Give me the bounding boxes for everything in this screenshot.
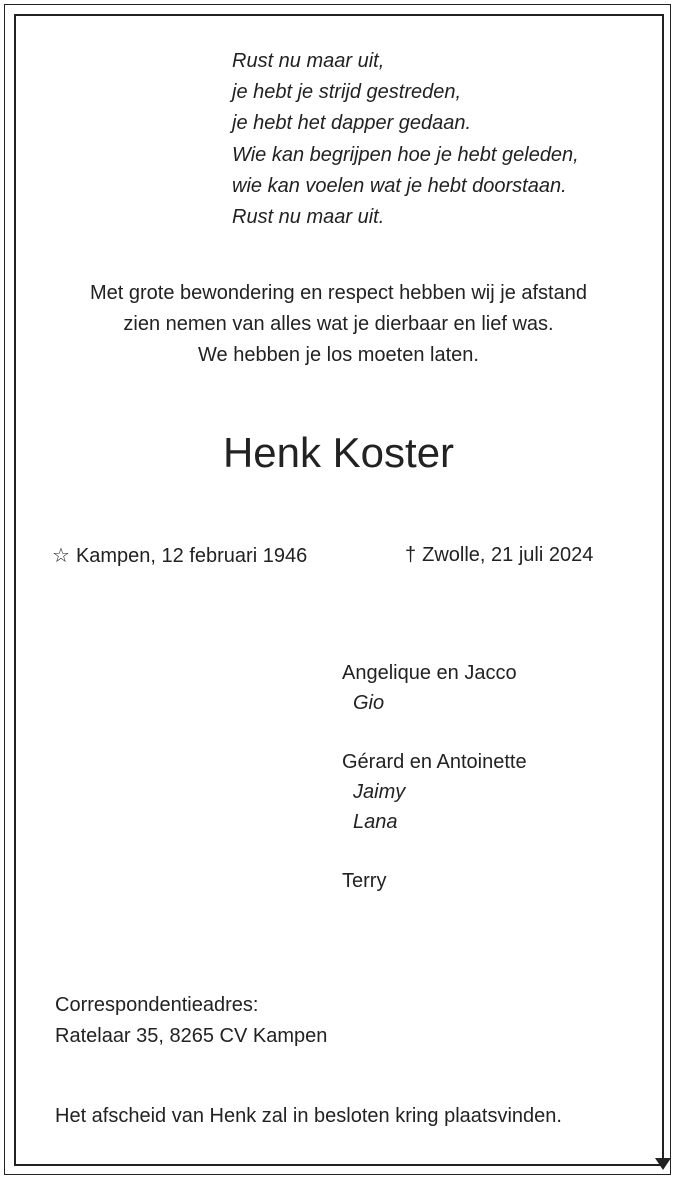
poem-line: je hebt je strijd gestreden, — [232, 81, 462, 104]
birth-info — [52, 543, 307, 568]
star-outline-icon: ☆ — [52, 545, 70, 567]
family-child: Jaimy — [353, 781, 406, 803]
birth-text: Kampen, 12 februari 1946 — [75, 545, 308, 567]
dagger-icon: † — [405, 544, 417, 566]
tribute-line: We hebben je los moeten laten. — [198, 344, 479, 366]
spacer — [342, 718, 527, 747]
correspondence-label: Correspondentieadres: — [55, 994, 259, 1016]
correspondence-block — [55, 990, 327, 1052]
family-parents: Gérard en Antoinette — [342, 751, 527, 773]
tribute-text — [0, 278, 677, 371]
tribute-line: Met grote bewondering en respect hebben wij je afstand — [90, 282, 587, 304]
deceased-name: Henk Koster — [222, 429, 455, 476]
poem-line: je hebt het dapper gedaan. — [232, 112, 472, 135]
spacer — [342, 837, 527, 866]
family-child: Lana — [353, 811, 398, 833]
family-parents: Angelique en Jacco — [342, 662, 517, 684]
poem-line: wie kan voelen wat je hebt doorstaan. — [232, 174, 567, 197]
poem-line: Rust nu maar uit, — [232, 50, 385, 72]
death-text: Zwolle, 21 juli 2024 — [422, 544, 594, 566]
family-child: Gio — [353, 692, 385, 714]
farewell-notice: Het afscheid van Henk zal in besloten kring plaatsvinden. — [55, 1105, 562, 1127]
tribute-line: zien nemen van alles wat je dierbaar en lief was. — [123, 313, 554, 335]
death-info — [405, 544, 593, 567]
correspondence-address: Ratelaar 35, 8265 CV Kampen — [55, 1025, 328, 1047]
poem-line: Wie kan begrijpen hoe je hebt geleden, — [232, 143, 579, 166]
family-list — [342, 658, 527, 896]
family-parents: Terry — [342, 870, 387, 892]
triangle-down-icon — [655, 1158, 671, 1170]
poem — [232, 46, 579, 233]
poem-line: Rust nu maar uit. — [232, 206, 385, 229]
